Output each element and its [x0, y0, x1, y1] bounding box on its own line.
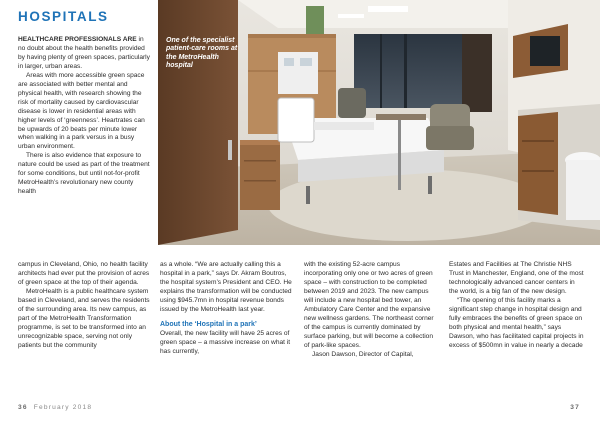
folio-right: [570, 404, 586, 411]
paragraph: as a whole. “We are actually calling this a hospital in a park,” says Dr. Akram Boutros, the hospital system’s President and CEO. He explains the transformation will be conducted using $945.7mn in hospital revenue bonds issued by the MetroHealth last year.: [160, 261, 292, 313]
photo-caption: One of the specialist patient-care rooms at the MetroHealth hospital: [166, 37, 238, 70]
body-column-1-top: [18, 36, 150, 197]
paragraph: “The opening of this facility marks a significant step change in hospital design and fully embraces the benefits of green space on both physical and mental health,” says Dawson, who has facilitated capital projects in excess of $500mn in value in nearly a decade: [449, 296, 584, 349]
body-column-4: [449, 261, 585, 351]
page-number-left: 36: [18, 404, 28, 411]
lead-in: HEALTHCARE PROFESSIONALS ARE: [18, 36, 137, 43]
subheading: About the ‘Hospital in a park’: [160, 320, 257, 328]
paragraph: with the existing 52-acre campus incorporating only one or two acres of green space – with construction to be completed between 2019 and 2023. The new campus will include a new hospital bed tower, an Ambulatory Care Center and the expansive new wellness gardens. The northeast corner of the campus is currently dominated by surface parking, but will become a collection of park-like spaces.: [304, 261, 434, 349]
page-number-right: 37: [570, 404, 580, 411]
paragraph: [18, 36, 150, 72]
section-title: HOSPITALS: [18, 9, 109, 24]
paragraph: Jason Dawson, Director of Capital,: [312, 350, 414, 358]
body-column-1-bottom: [18, 261, 150, 351]
paragraph: Overall, the new facility will have 25 acres of green space – a massive increase on what it has currently,: [160, 329, 291, 355]
paragraph: Estates and Facilities at The Christie NHS Trust in Manchester, England, one of the most technologically advanced cancer centers in the world, is a big fan of the new design.: [449, 261, 584, 295]
paragraph: Areas with more accessible green space are associated with better mental and physical health, with research showing the risk of mortality caused by cardiovascular disease is lower in residential areas with higher levels of ‘greenness’. Heartrates can be upwards of 20 beats per minute lower when walking in a park versus in a busy urban environment.: [18, 71, 145, 151]
paragraph: MetroHealth is a public healthcare system based in Cleveland, and serves the residents of the surrounding area. Its new campus, as part of the MetroHealth Transformation programme, is set to be transformed into an unrecognizable space, serving not only patients but the community: [18, 287, 150, 349]
paragraph: campus in Cleveland, Ohio, no health facility architects had ever put the provision of acres of green space at the top of their agenda.: [18, 261, 150, 286]
body-column-2: [160, 261, 294, 357]
paragraph: There is also evidence that exposure to nature could be used as part of the treatment for some conditions, but until not-for-profit MetroHealth’s revolutionary new county health: [18, 152, 150, 196]
folio-left: [18, 404, 92, 411]
body-column-3: [304, 261, 438, 359]
issue-date: February 2018: [33, 404, 93, 411]
paragraph-text: in no doubt about the health benefits provided by having plenty of green spaces, particularly in larger, urban areas.: [18, 36, 150, 70]
